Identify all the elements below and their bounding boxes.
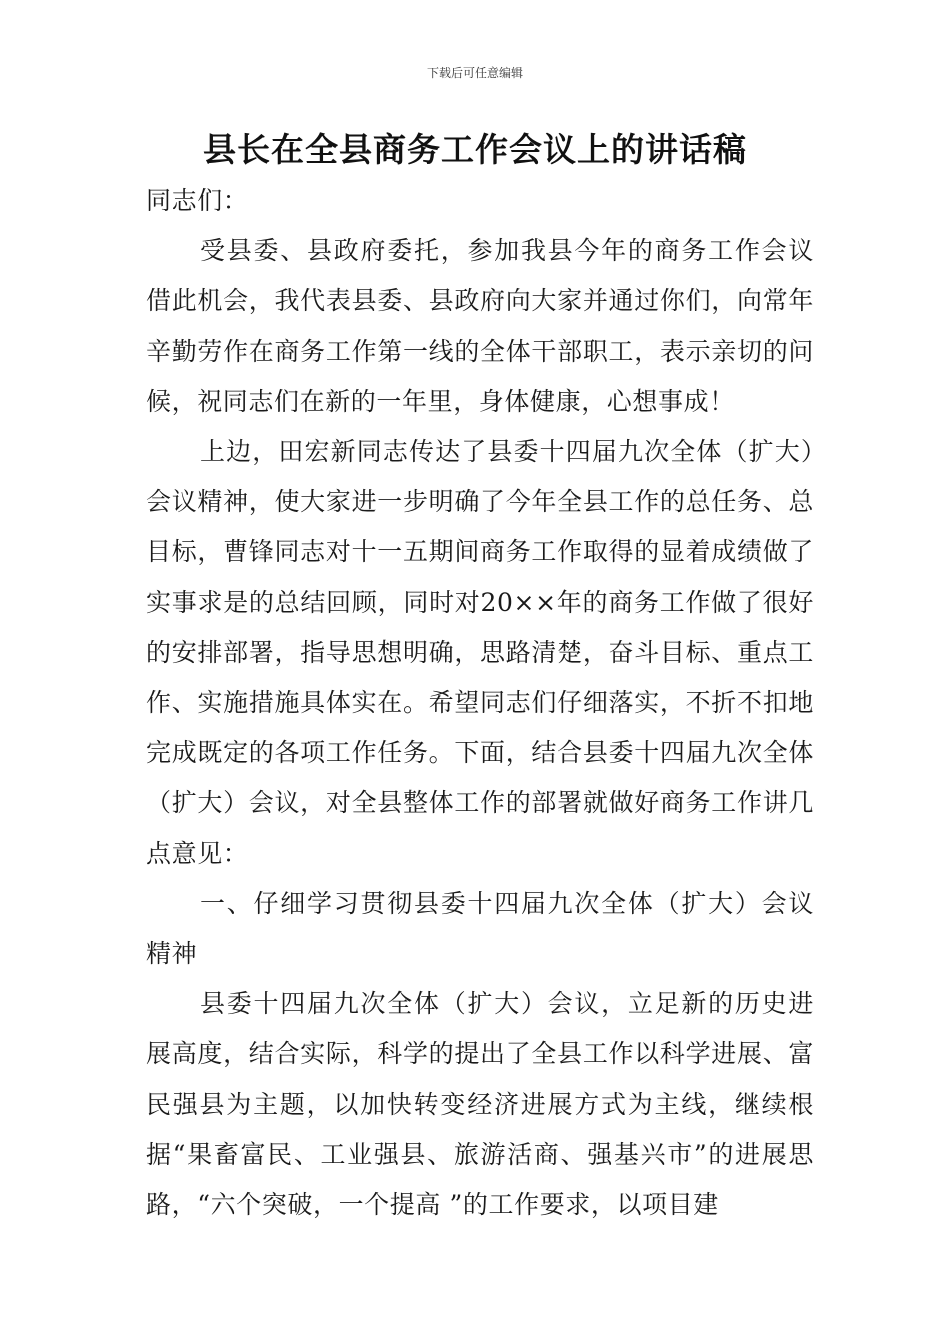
document-body <box>146 176 814 1230</box>
header-note: 下载后可任意编辑 <box>426 66 523 80</box>
paragraph-section-1: 县委十四届九次全体（扩大）会议，立足新的历史进展高度，结合实际，科学的提出了全县工作以科学进展、富民强县为主题，以加快转变经济进展方式为主线，继续根据“果畜富民、工业强县、旅游活商、强基兴市”的进展思路，“六个突破，一个提高 ”的工作要求，以项目建 <box>146 989 814 1220</box>
paragraph-greeting: 受县委、县政府委托，参加我县今年的商务工作会议借此机会，我代表县委、县政府向大家并通过你们，向常年辛勤劳作在商务工作第一线的全体干部职工，表示亲切的问候，祝同志们在新的一年里，身体健康，心想事成！ <box>146 236 814 416</box>
section-heading-1: 一、仔细学习贯彻县委十四届九次全体（扩大）会议精神 <box>146 888 814 969</box>
paragraph-review: 上边，田宏新同志传达了县委十四届九次全体（扩大）会议精神，使大家进一步明确了今年全县工作的总任务、总目标，曹锋同志对十一五期间商务工作取得的显着成绩做了实事求是的总结回顾，同时对20××年的商务工作做了很好的安排部署，指导思想明确，思路清楚，奋斗目标、重点工作、实施措施具体实在。希望同志们仔细落实，不折不扣地完成既定的各项工作任务。下面，结合县委十四届九次全体（扩大）会议，对全县整体工作的部署就做好商务工作讲几点意见： <box>146 437 814 868</box>
salutation: 同志们： <box>146 186 249 215</box>
document-title: 县长在全县商务工作会议上的讲话稿 <box>203 130 747 169</box>
